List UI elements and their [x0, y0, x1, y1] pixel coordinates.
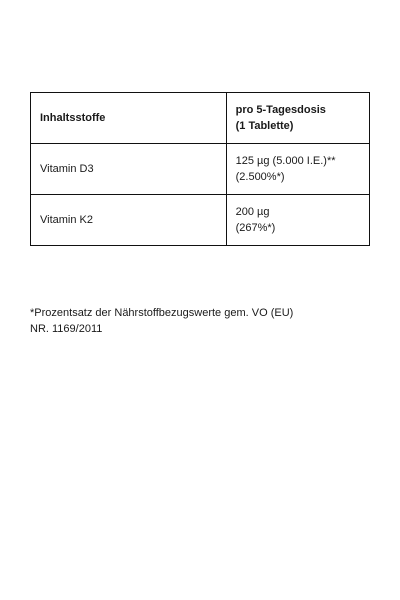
amount-percent: (2.500%*): [235, 171, 285, 183]
ingredient-name: Vitamin D3: [40, 163, 94, 175]
header-ingredient: [31, 93, 227, 144]
amount-cell: [226, 144, 369, 195]
amount-value: 200 µg: [235, 206, 270, 218]
header-dose: [226, 93, 369, 144]
ingredient-cell: [31, 195, 227, 246]
table-row: [31, 195, 370, 246]
header-dose-label: pro 5-Tagesdosis: [235, 104, 326, 116]
header-ingredient-label: Inhaltsstoffe: [40, 112, 106, 124]
table-row: [31, 144, 370, 195]
footnote-text: *Prozentsatz der Nährstoffbezugswerte gem. VO (EU): [30, 307, 294, 319]
amount-percent: (267%*): [235, 222, 276, 234]
nutrition-table: [30, 92, 370, 246]
amount-cell: [226, 195, 369, 246]
footnote-reference: NR. 1169/2011: [30, 323, 103, 335]
table-header-row: [31, 93, 370, 144]
amount-value: 125 µg (5.000 I.E.)**: [235, 155, 336, 167]
ingredient-name: Vitamin K2: [40, 214, 93, 226]
ingredient-cell: [31, 144, 227, 195]
footnote: [30, 305, 350, 337]
header-dose-sublabel: (1 Tablette): [235, 120, 294, 132]
